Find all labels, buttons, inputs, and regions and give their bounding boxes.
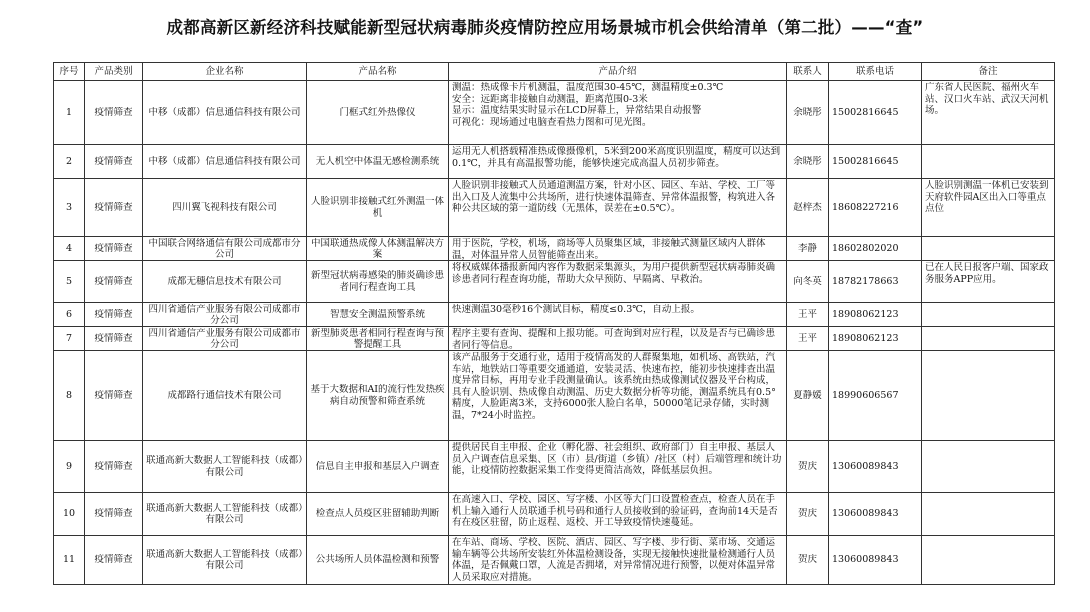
- row-note: 广东省人民医院、福州火车站、汉口火车站、武汉天河机场。: [922, 81, 1055, 145]
- row-no: 10: [54, 493, 85, 536]
- row-note: [922, 441, 1055, 493]
- table-row: [54, 261, 1055, 303]
- header-product: 产品名称: [307, 63, 449, 81]
- row-category: 疫情筛查: [85, 237, 143, 261]
- row-category: 疫情筛查: [85, 303, 143, 327]
- header-note: 备注: [922, 63, 1055, 81]
- row-contact: 夏静媛: [787, 351, 829, 441]
- row-description: 在车站、商场、学校、医院、酒店、园区、写字楼、步行街、菜市场、交通运输车辆等公共场所安装红外体温检测设备，实现无接触快速批量检测通行人员体温，是否佩戴口罩，人流是否拥堵，对异常情况进行预警，以便对体温异常人员采取应对措施。: [449, 536, 787, 585]
- row-company: 四川翼飞视科技有限公司: [143, 179, 307, 237]
- table-row: [54, 493, 1055, 536]
- row-company: 联通高新大数据人工智能科技（成都）有限公司: [143, 441, 307, 493]
- row-contact: 王平: [787, 327, 829, 351]
- row-description: 该产品服务于交通行业，适用于疫情高发的人群聚集地，如机场、高铁站，汽车站，地铁站口等重要交通通道，安装灵活、快速布控，能初步快速排查出温度异常目标，再用专业手段测量确认。该系统由热成像测试仪器及平台构成，具有人脸识别、热成像自动测温、历史大数据分析等功能，测温系统具有0.5°精度，人脸距离3米，支持6000张人脸白名单，50000笔记录存储，实时测温，7*24小时监控。: [449, 351, 787, 441]
- row-phone: 13060089843: [829, 493, 922, 536]
- row-no: 2: [54, 145, 85, 179]
- row-company: 四川省通信产业服务有限公司成都市分公司: [143, 327, 307, 351]
- row-contact: 王平: [787, 303, 829, 327]
- row-category: 疫情筛查: [85, 493, 143, 536]
- table-row: [54, 351, 1055, 441]
- row-company: 成都无穗信息技术有限公司: [143, 261, 307, 303]
- row-product: 公共场所人员体温检测和预警: [307, 536, 449, 585]
- row-product: 智慧安全测温预警系统: [307, 303, 449, 327]
- row-category: 疫情筛查: [85, 145, 143, 179]
- row-phone: 18908062123: [829, 327, 922, 351]
- row-product: 门框式红外热像仪: [307, 81, 449, 145]
- row-contact: 赵梓杰: [787, 179, 829, 237]
- row-note: 已在人民日报客户端、国家政务服务APP应用。: [922, 261, 1055, 303]
- row-note: [922, 351, 1055, 441]
- row-phone: 13060089843: [829, 441, 922, 493]
- row-description: 测温：热成像卡片机测温，温度范围30-45℃，测温精度±0.3℃ 安全：远距离非接触自动测温，距离范围0-3米 显示：温度结果实时显示在LCD屏幕上，异常结果自动报警 可视化：现场通过电脑查看热力图和可见光图。: [449, 81, 787, 145]
- table-row: [54, 441, 1055, 493]
- row-no: 3: [54, 179, 85, 237]
- row-note: [922, 145, 1055, 179]
- row-category: 疫情筛查: [85, 81, 143, 145]
- row-phone: 15002816645: [829, 145, 922, 179]
- row-description: 人脸识别非接触式人员通道测温方案，针对小区、园区、车站、学校、工厂等出入口及人流集中公共场所，进行快速体温筛查、异常体温报警，构筑进入各种公共区域的第一道防线（无黑体，误差在±0.5℃）。: [449, 179, 787, 237]
- row-contact: 贺庆: [787, 441, 829, 493]
- row-no: 11: [54, 536, 85, 585]
- row-product: 信息自主申报和基层入户调查: [307, 441, 449, 493]
- row-no: 7: [54, 327, 85, 351]
- table-row: [54, 145, 1055, 179]
- row-note: [922, 493, 1055, 536]
- header-phone: 联系电话: [829, 63, 922, 81]
- row-no: 5: [54, 261, 85, 303]
- row-category: 疫情筛查: [85, 261, 143, 303]
- row-phone: 15002816645: [829, 81, 922, 145]
- row-description: 程序主要有查询、提醒和上报功能。可查询到对应行程，以及是否与已确诊患者同行等信息。: [449, 327, 787, 351]
- header-company: 企业名称: [143, 63, 307, 81]
- row-description: 运用无人机搭载精准热成像摄像机，5米到200米高度识别温度，精度可以达到0.1℃，并具有高温报警功能，能够快速完成高温人员初步筛查。: [449, 145, 787, 179]
- row-description: 快速测温30毫秒16个测试目标，精度≤0.3℃，自动上报。: [449, 303, 787, 327]
- row-no: 1: [54, 81, 85, 145]
- row-product: 人脸识别非接触式红外测温一体机: [307, 179, 449, 237]
- row-company: 四川省通信产业服务有限公司成都市分公司: [143, 303, 307, 327]
- row-phone: 18908062123: [829, 303, 922, 327]
- header-category: 产品类别: [85, 63, 143, 81]
- row-company: 中国联合网络通信有限公司成都市分公司: [143, 237, 307, 261]
- page-title: 成都高新区新经济科技赋能新型冠状病毒肺炎疫情防控应用场景城市机会供给清单（第二批）——“查”: [166, 18, 924, 37]
- row-category: 疫情筛查: [85, 536, 143, 585]
- row-product: 基于大数据和AI的流行性发热疾病自动预警和筛查系统: [307, 351, 449, 441]
- row-product: 无人机空中体温无感检测系统: [307, 145, 449, 179]
- row-description: 将权威媒体播报新闻内容作为数据采集源头，为用户提供新型冠状病毒肺炎确诊患者同行程查询功能，帮助大众早预防、早隔离、早救治。: [449, 261, 787, 303]
- supply-list-table: [53, 62, 1055, 585]
- row-note: [922, 237, 1055, 261]
- row-company: 联通高新大数据人工智能科技（成都）有限公司: [143, 536, 307, 585]
- row-category: 疫情筛查: [85, 351, 143, 441]
- row-category: 疫情筛查: [85, 179, 143, 237]
- row-contact: 贺庆: [787, 493, 829, 536]
- row-company: 联通高新大数据人工智能科技（成都）有限公司: [143, 493, 307, 536]
- row-contact: 余晓彤: [787, 145, 829, 179]
- row-note: 人脸识别测温一体机已安装到天府软件园A区出入口等重点点位: [922, 179, 1055, 237]
- row-category: 疫情筛查: [85, 441, 143, 493]
- row-contact: 余晓彤: [787, 81, 829, 145]
- table-row: [54, 327, 1055, 351]
- row-description: 在高速入口、学校、园区、写字楼、小区等大门口设置检查点，检查人员在手机上输入通行人员联通手机号码和通行人员接收到的验证码，查询前14天是否有在疫区驻留，防止返程、返校、开工导致疫情快速蔓延。: [449, 493, 787, 536]
- row-product: 新型冠状病毒感染的肺炎确诊患者同行程查询工具: [307, 261, 449, 303]
- row-phone: 18602802020: [829, 237, 922, 261]
- row-contact: 李静: [787, 237, 829, 261]
- row-description: 提供居民自主申报、企业（孵化器、社会组织、政府部门）自主申报、基层人员入户调查信息采集、区（市）县/街道（乡镇）/社区（村）后端管理和统计功能，让疫情防控数据采集工作变得更简洁高效，降低基层负担。: [449, 441, 787, 493]
- row-note: [922, 303, 1055, 327]
- row-phone: 13060089843: [829, 536, 922, 585]
- row-company: 中移（成都）信息通信科技有限公司: [143, 81, 307, 145]
- table-row: [54, 81, 1055, 145]
- row-description: 用于医院，学校，机场，商场等人员聚集区域，非接触式测量区域内人群体温，对体温异常人员智能筛查出来。: [449, 237, 787, 261]
- header-row: [54, 63, 1055, 81]
- row-no: 4: [54, 237, 85, 261]
- row-phone: 18990606567: [829, 351, 922, 441]
- row-company: 中移（成都）信息通信科技有限公司: [143, 145, 307, 179]
- row-note: [922, 536, 1055, 585]
- header-no: 序号: [54, 63, 85, 81]
- row-no: 9: [54, 441, 85, 493]
- row-no: 6: [54, 303, 85, 327]
- row-contact: 贺庆: [787, 536, 829, 585]
- row-category: 疫情筛查: [85, 327, 143, 351]
- row-product: 新型肺炎患者相同行程查询与预警提醒工具: [307, 327, 449, 351]
- table-row: [54, 237, 1055, 261]
- header-contact: 联系人: [787, 63, 829, 81]
- table-row: [54, 303, 1055, 327]
- row-note: [922, 327, 1055, 351]
- row-product: 中国联通热成像人体测温解决方案: [307, 237, 449, 261]
- header-description: 产品介绍: [449, 63, 787, 81]
- row-phone: 18608227216: [829, 179, 922, 237]
- row-product: 检查点人员疫区驻留辅助判断: [307, 493, 449, 536]
- row-no: 8: [54, 351, 85, 441]
- table-row: [54, 536, 1055, 585]
- row-contact: 向冬英: [787, 261, 829, 303]
- row-phone: 18782178663: [829, 261, 922, 303]
- row-company: 成都路行通信技术有限公司: [143, 351, 307, 441]
- table-row: [54, 179, 1055, 237]
